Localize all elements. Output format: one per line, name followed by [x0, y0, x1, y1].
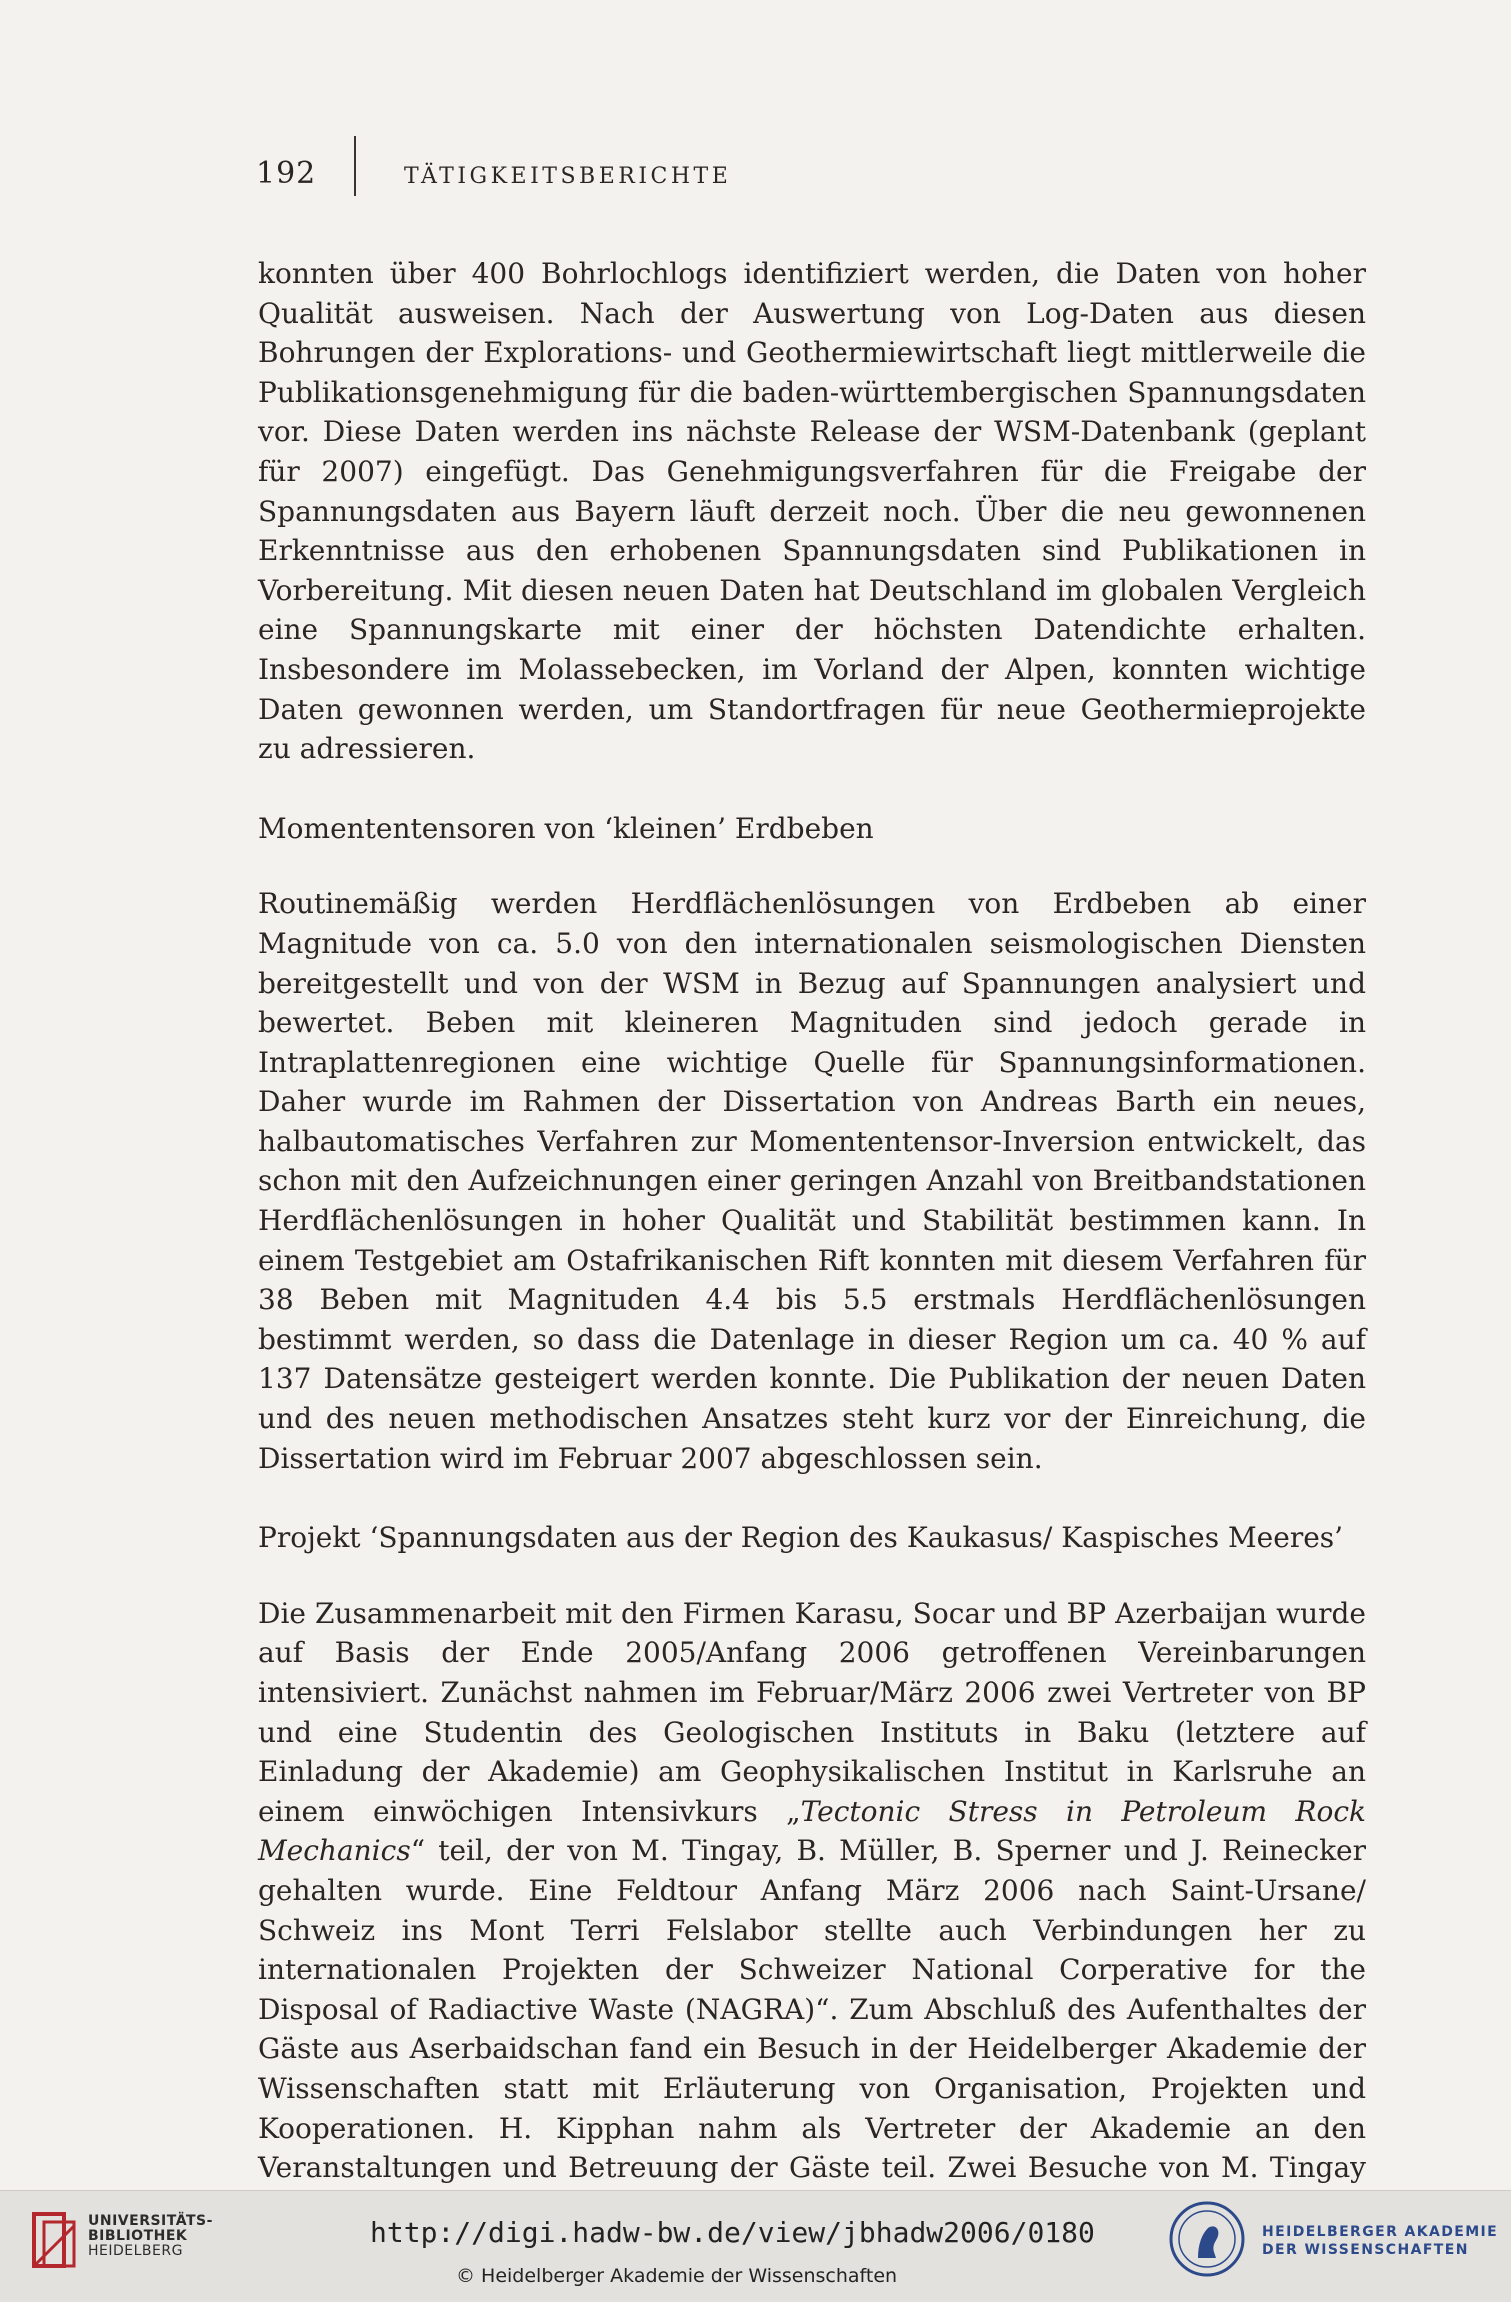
paragraph-2: Routinemäßig werden Herdflächenlösungen von Erdbeben ab einer Magnitude von ca. 5.0 von den internationalen seismologischen Diensten bereitgestellt und von der WSM in Bezug auf Spannungen analysiert und bewertet. Beben mit kleineren Magnituden sind jedoch gerade in Intraplattenregionen eine wichtige Quelle für Spannungsinformationen. Daher wurde im Rahmen der Dissertation von Andreas Barth ein neues, halbautomatisches Verfahren zur Momententensor-Inversion entwickelt, das schon mit den Aufzeichnungen einer geringen Anzahl von Breitbandstationen Herdflächenlösungen in hoher Qualität und Stabilität bestimmen kann. In einem Testgebiet am Ostafrikanischen Rift konnten mit diesem Verfahren für 38 Beben mit Magnituden 4.4 bis 5.5 erstmals Herdflächenlösungen bestimmt werden, so dass die Datenlage in dieser Region um ca. 40 % auf 137 Datensätze gesteigert werden konnte. Die Publikation der neuen Daten und des neuen methodischen Ansatzes steht kurz vor der Einreichung, die Dissertation wird im Februar 2007 abgeschlossen sein.	[258, 887, 1366, 1475]
running-head: TÄTIGKEITSBERICHTE	[404, 164, 732, 189]
section-heading-kaukasus: Projekt ‘Spannungsdaten aus der Region des Kaukasus/ Kaspisches Meeres’	[258, 1521, 1344, 1555]
body-text	[258, 254, 1366, 2227]
permalink-url[interactable]: http://digi.hadw-bw.de/view/jbhadw2006/0180	[370, 2216, 1095, 2249]
copyright-notice: © Heidelberger Akademie der Wissenschaften	[456, 2265, 898, 2287]
header-divider	[354, 136, 356, 196]
university-library-label: UNIVERSITÄTS- BIBLIOTHEK HEIDELBERG	[88, 2213, 213, 2259]
paragraph-3	[258, 1594, 1366, 2228]
paragraph-3-part-b: “ teil, der von M. Tingay, B. Müller, B. Sperner und J. Reinecker gehalten wurde. Eine Feldtour Anfang März 2006 nach Saint-Ursane/ Schweiz ins Mont Terri Felslabor stellte auch Verbindungen her zu internationalen Projekten der Schweizer National Corperative for the Disposal of Radiactive Waste (NAGRA)“. Zum Abschluß des Aufenthaltes der Gäste aus Aserbaidschan fand ein Besuch in der Heidelberger Akademie der Wissenschaften statt mit Erläuterung von Organisation, Projekten und Kooperationen. H. Kipphan nahm als Vertreter der Akademie an den Veranstaltungen und Betreuung der Gäste teil. Zwei Besuche von M. Tingay	[258, 1834, 1366, 2185]
paragraph-3-part-a: Die Zusammenarbeit mit den Firmen Karasu, Socar und BP Azerbaijan wurde auf Basis der Ende 2005/Anfang 2006 getroffenen Vereinbarungen intensiviert. Zunächst nahmen im Februar/März 2006 zwei Vertreter von BP und eine Studentin des Geologischen Instituts in Baku (letztere auf Einladung der Akademie) am Geophysikalischen Institut in Karlsruhe an einem einwöchigen Intensivkurs „	[258, 1596, 1366, 1828]
page-number: 192	[256, 156, 317, 191]
course-title: Tectonic Stress in Petroleum Rock Mechanics	[258, 1794, 1367, 1868]
paragraph-1: konnten über 400 Bohrlochlogs identifiziert werden, die Daten von hoher Qualität ausweisen. Nach der Auswertung von Log-Daten aus diesen Bohrungen der Explorations- und Geothermiewirtschaft liegt mittlerweile die Publikationsgenehmigung für die baden-württembergischen Spannungsdaten vor. Diese Daten werden ins nächste Release der WSM-Datenbank (geplant für 2007) eingefügt. Das Genehmigungsverfahren für die Freigabe der Spannungsdaten aus Bayern läuft derzeit noch. Über die neu gewonnenen Erkenntnisse aus den erhobenen Spannungsdaten sind Publikationen in Vorbereitung. Mit diesen neuen Daten hat Deutschland im globalen Vergleich eine Spannungskarte mit einer der höchsten Datendichte erhalten. Insbesondere im Molassebecken, im Vorland der Alpen, konnten wichtige Daten gewonnen werden, um Standortfragen für neue Geothermieprojekte zu adressieren.	[258, 257, 1366, 766]
page-header	[256, 152, 1356, 200]
academy-label: HEIDELBERGER AKADEMIE DER WISSENSCHAFTEN	[1262, 2224, 1499, 2258]
academy-seal-icon	[1168, 2200, 1246, 2278]
section-heading-momententensoren: Momententensoren von ‘kleinen’ Erdbeben	[258, 811, 874, 845]
university-library-logo-icon	[30, 2208, 82, 2272]
